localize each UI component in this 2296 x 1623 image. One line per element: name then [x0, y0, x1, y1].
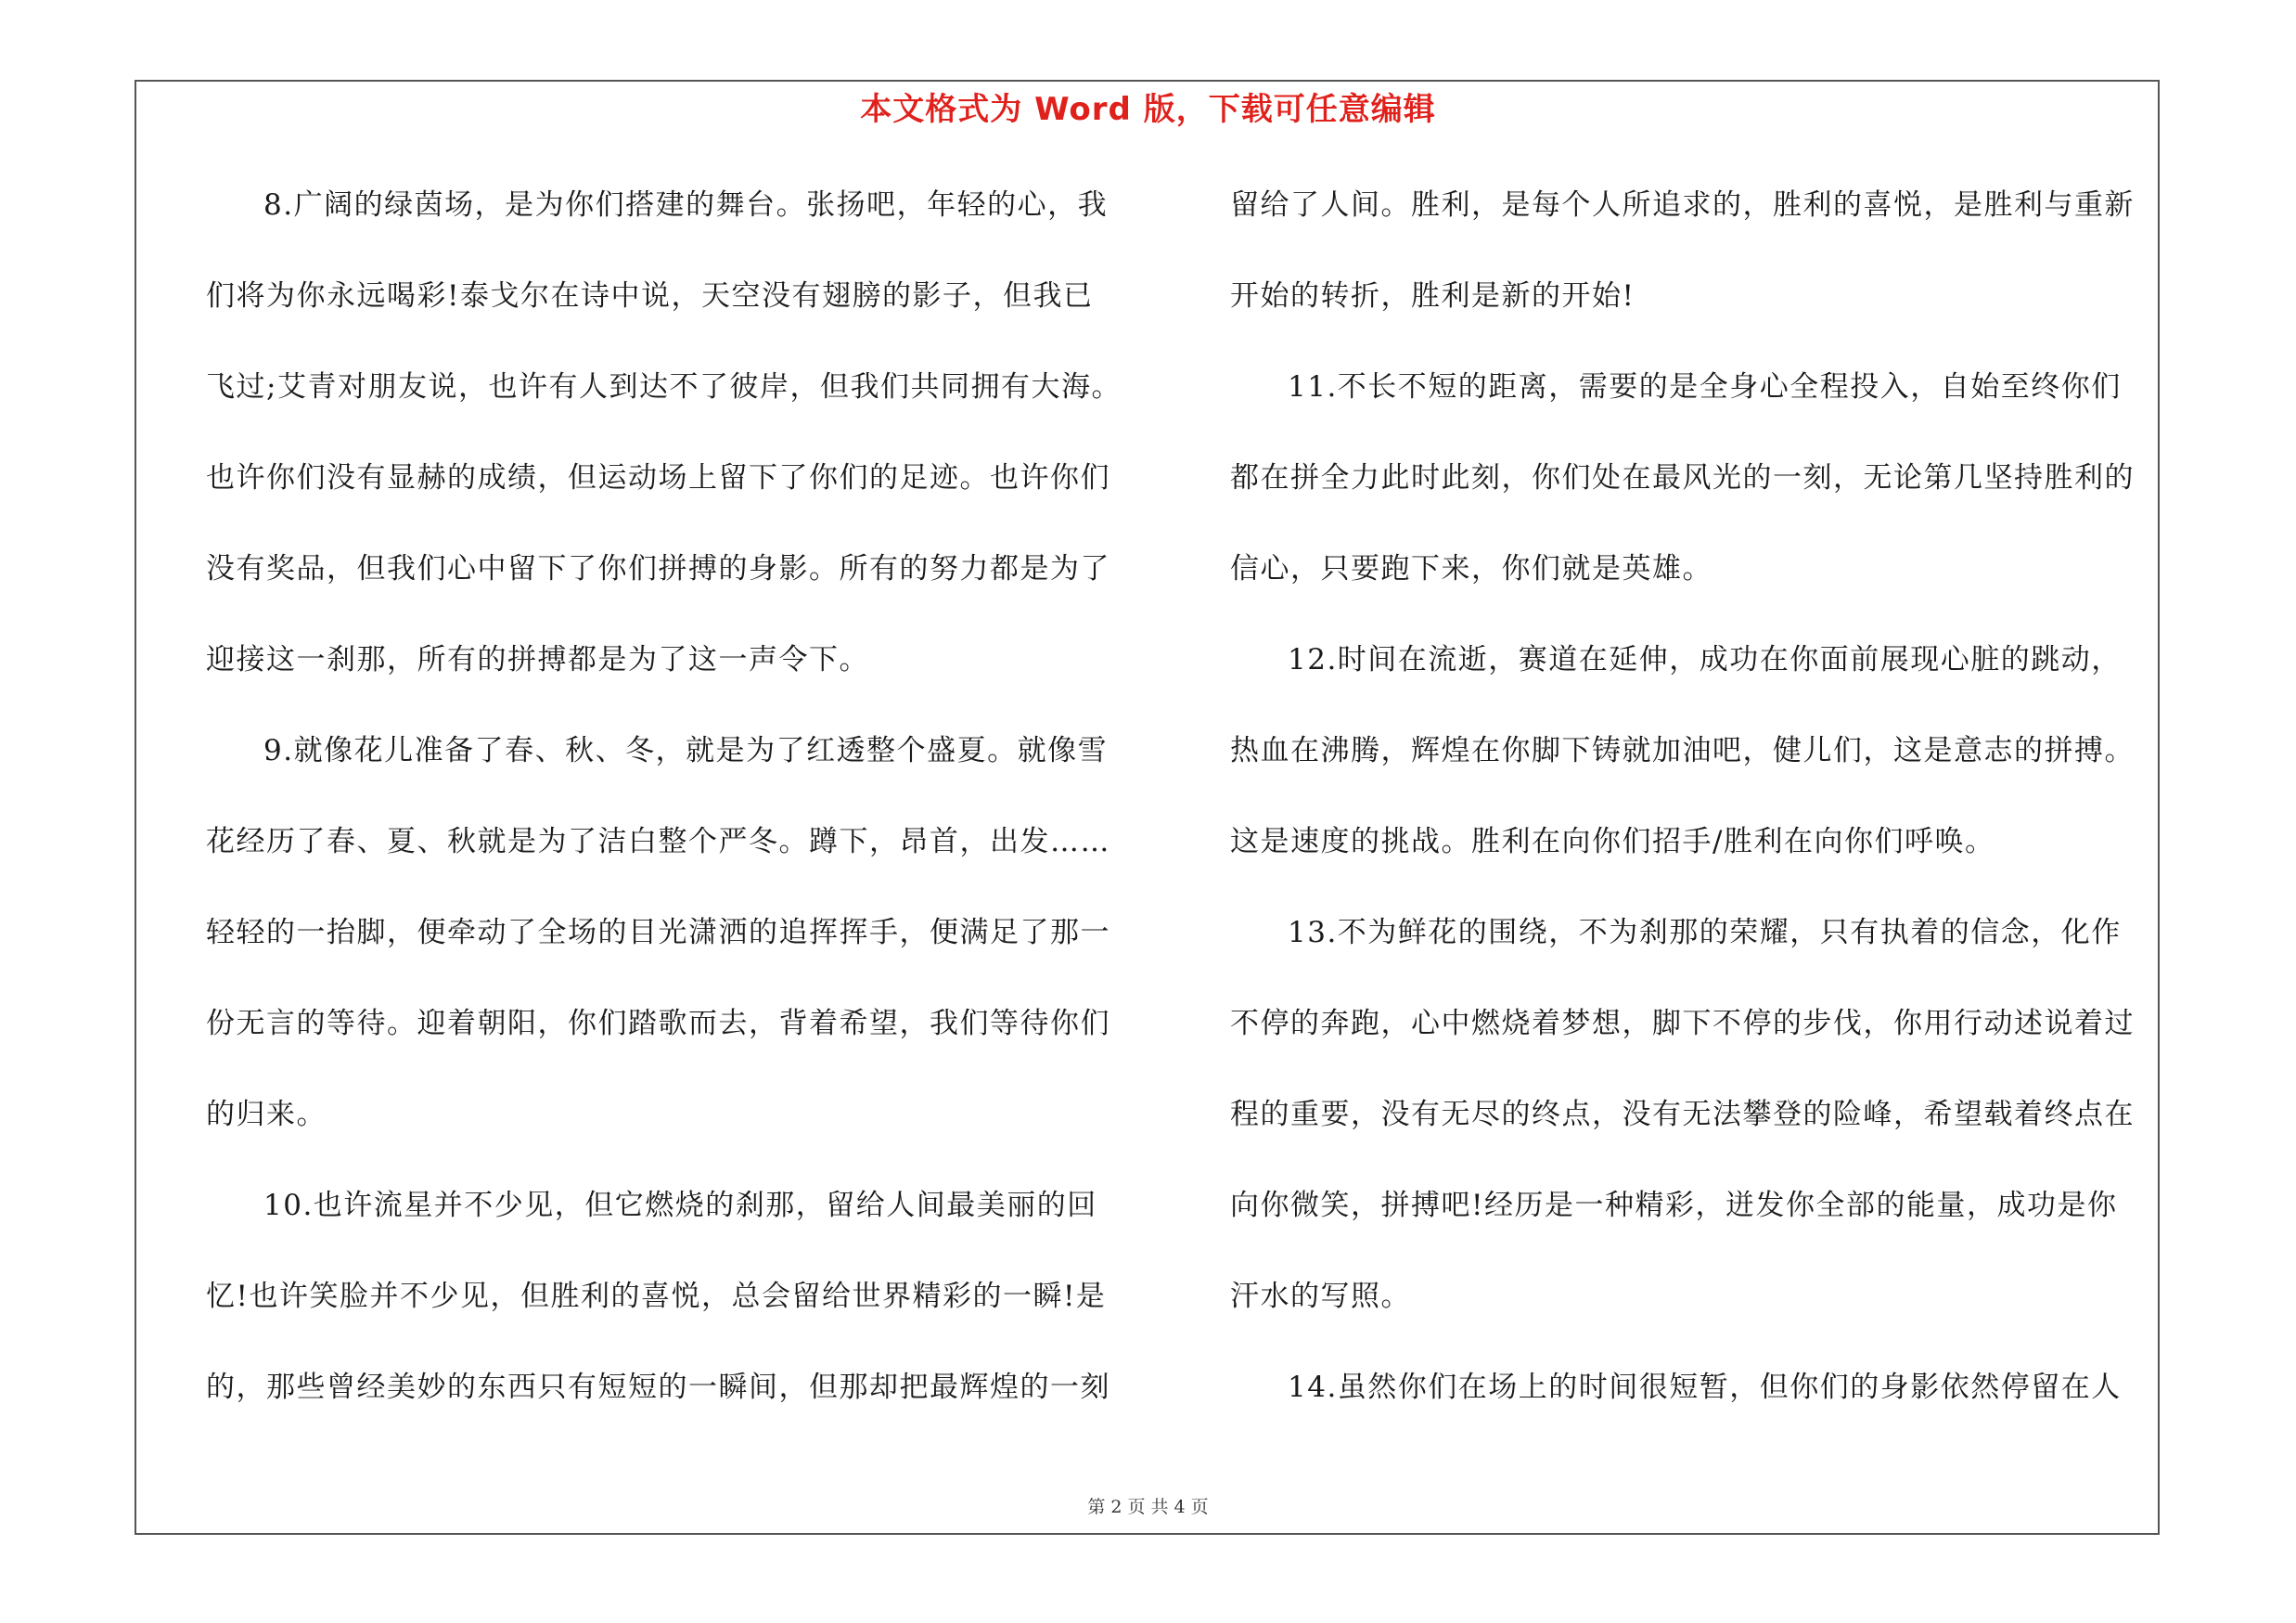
text-line: 留给了人间。胜利，是每个人所追求的，胜利的喜悦，是胜利与重新 — [1230, 188, 2135, 222]
text-line: 这是速度的挑战。胜利在向你们招手/胜利在向你们呼唤。 — [1230, 825, 1995, 858]
text-line: 向你微笑，拼搏吧!经历是一种精彩，迸发你全部的能量，成功是你 — [1230, 1189, 2118, 1222]
text-line: 忆!也许笑脸并不少见，但胜利的喜悦，总会留给世界精彩的一瞬!是 — [206, 1280, 1107, 1313]
text-line: 不停的奔跑，心中燃烧着梦想，脚下不停的步伐，你用行动述说着过 — [1230, 1007, 2135, 1040]
text-line: 开始的转折，胜利是新的开始! — [1230, 279, 1635, 313]
format-banner: 本文格式为 Word 版，下载可任意编辑 — [860, 91, 1436, 128]
paragraph — [206, 728, 1134, 1138]
page-number-footer: 第 2 页 共 4 页 — [1087, 1497, 1209, 1517]
text-line: 9.就像花儿准备了春、秋、冬，就是为了红透整个盛夏。就像雪 — [263, 734, 1109, 767]
text-line: 没有奖品，但我们心中留下了你们拼搏的身影。所有的努力都是为了 — [206, 552, 1110, 586]
right-text-column — [1230, 183, 2158, 1456]
text-line: 也许你们没有显赫的成绩，但运动场上留下了你们的足迹。也许你们 — [206, 461, 1110, 495]
paragraph — [206, 183, 1134, 683]
text-line: 份无言的等待。迎着朝阳，你们踏歌而去，背着希望，我们等待你们 — [206, 1007, 1110, 1040]
text-line: 12.时间在流逝，赛道在延伸，成功在你面前展现心脏的跳动， — [1288, 643, 2122, 676]
left-text-column — [206, 183, 1134, 1456]
text-line: 程的重要，没有无尽的终点，没有无法攀登的险峰，希望载着终点在 — [1230, 1098, 2135, 1131]
text-line: 11.不长不短的距离，需要的是全身心全程投入，自始至终你们 — [1288, 370, 2122, 404]
paragraph — [1230, 183, 2158, 319]
paragraph — [1230, 1365, 2158, 1410]
text-line: 迎接这一刹那，所有的拼搏都是为了这一声令下。 — [206, 643, 869, 676]
text-line: 飞过;艾青对朋友说，也许有人到达不了彼岸，但我们共同拥有大海。 — [206, 370, 1122, 404]
text-line: 8.广阔的绿茵场，是为你们搭建的舞台。张扬吧，年轻的心，我 — [263, 188, 1109, 222]
text-line: 的，那些曾经美妙的东西只有短短的一瞬间，但那却把最辉煌的一刻 — [206, 1371, 1110, 1404]
text-line: 的归来。 — [206, 1098, 327, 1131]
text-line: 信心，只要跑下来，你们就是英雄。 — [1230, 552, 1712, 586]
text-line: 13.不为鲜花的围绕，不为刹那的荣耀，只有执着的信念，化作 — [1288, 916, 2122, 949]
text-line: 14.虽然你们在场上的时间很短暂，但你们的身影依然停留在人 — [1288, 1371, 2122, 1404]
paragraph — [1230, 638, 2158, 865]
text-line: 热血在沸腾，辉煌在你脚下铸就加油吧，健儿们，这是意志的拼搏。 — [1230, 734, 2135, 767]
text-line: 汗水的写照。 — [1230, 1280, 1411, 1313]
paragraph — [206, 1183, 1134, 1410]
text-line: 花经历了春、夏、秋就是为了洁白整个严冬。蹲下，昂首，出发…… — [206, 825, 1110, 858]
text-line: 都在拼全力此时此刻，你们处在最风光的一刻，无论第几坚持胜利的 — [1230, 461, 2135, 495]
text-line: 轻轻的一抬脚，便牵动了全场的目光潇洒的追挥挥手，便满足了那一 — [206, 916, 1110, 949]
text-line: 10.也许流星并不少见，但它燃烧的刹那，留给人间最美丽的回 — [263, 1189, 1097, 1222]
text-line: 们将为你永远喝彩!泰戈尔在诗中说，天空没有翅膀的影子，但我已 — [206, 279, 1094, 313]
paragraph — [1230, 365, 2158, 592]
paragraph — [1230, 910, 2158, 1320]
